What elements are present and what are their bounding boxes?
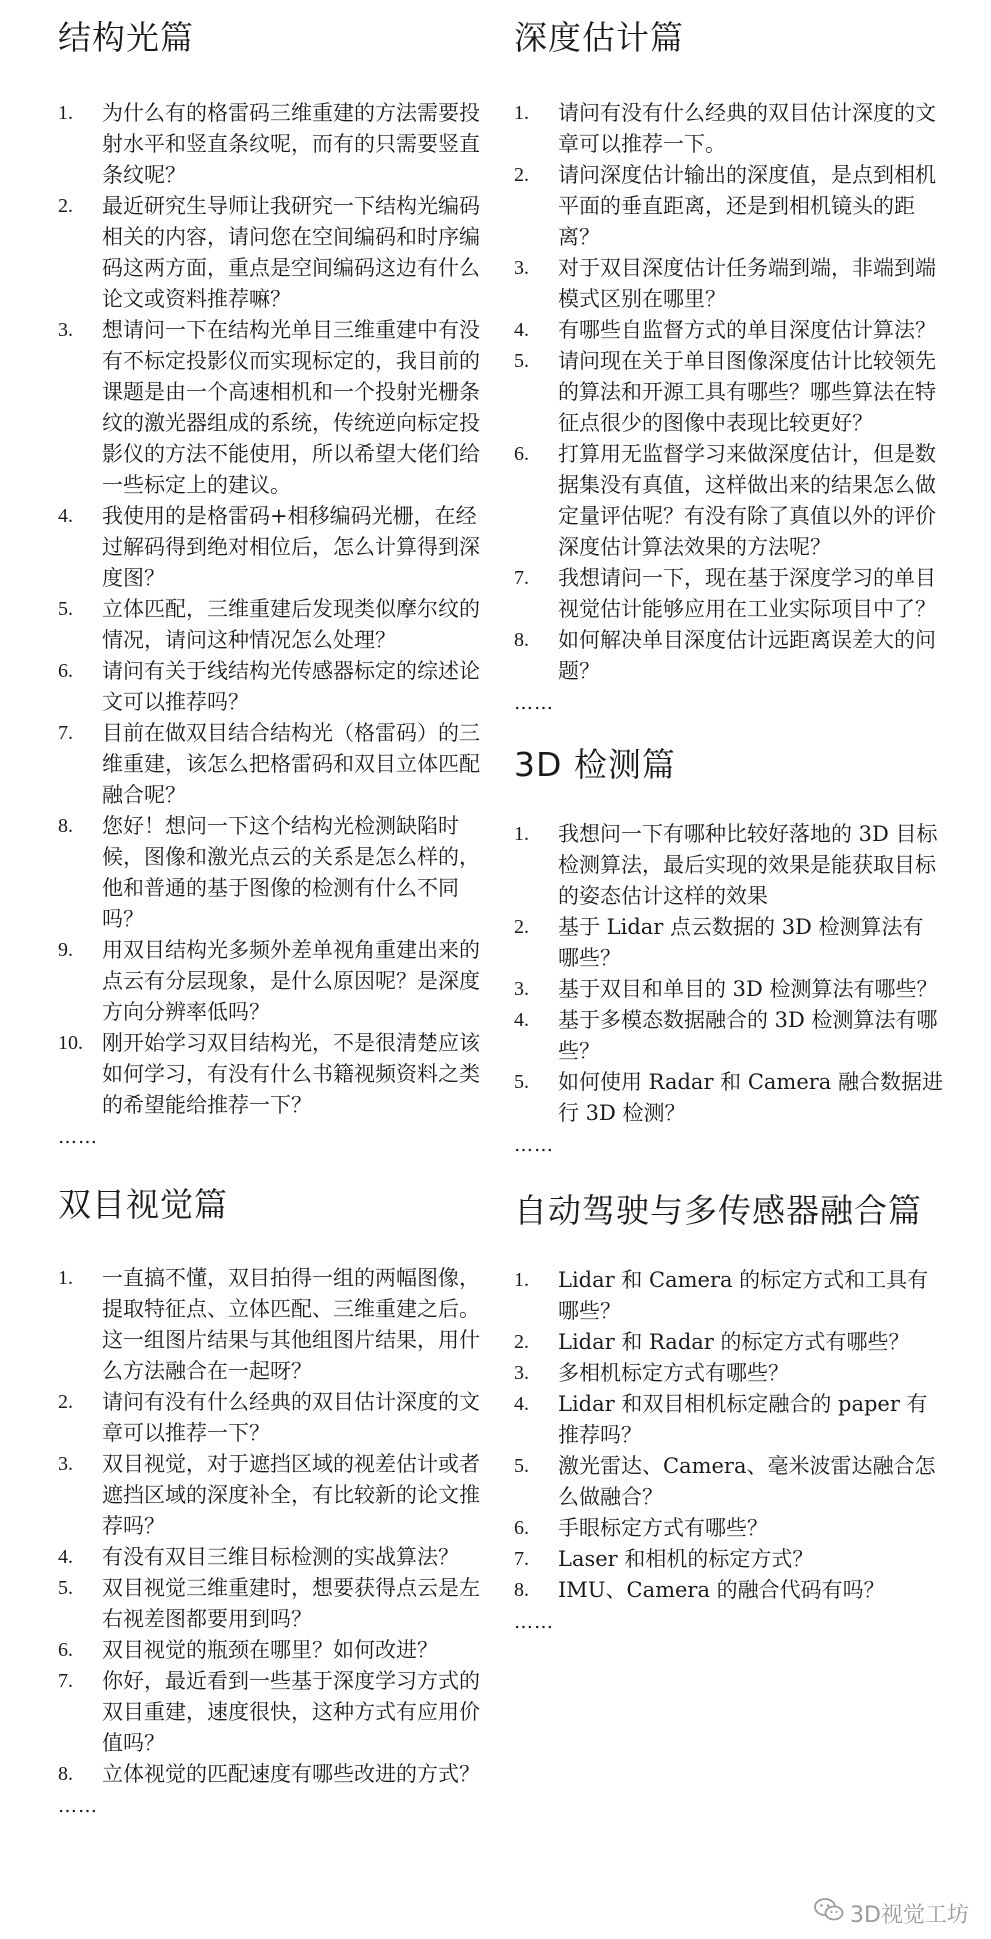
- list-item: [514, 1265, 944, 1327]
- list-item: [514, 1067, 944, 1129]
- item-text: 对于双目深度估计任务端到端，非端到端模式区别在哪里？: [558, 256, 936, 311]
- question-list: [514, 98, 944, 687]
- list-item: [58, 1573, 488, 1635]
- item-text: 打算用无监督学习来做深度估计，但是数据集没有真值，这样做出来的结果怎么做定量评估呢？有没有除了真值以外的评价深度估计算法效果的方法呢？: [558, 442, 936, 559]
- list-item: [58, 1449, 488, 1542]
- item-number: 1.: [58, 1267, 73, 1289]
- section-3d-detection: [514, 745, 944, 1157]
- item-text: 刚开始学习双目结构光，不是很清楚应该如何学习，有没有什么书籍视频资料之类的希望能给推荐一下？: [102, 1031, 480, 1117]
- list-item: [514, 439, 944, 563]
- list-item: [514, 1389, 944, 1451]
- item-text: IMU、Camera 的融合代码有吗？: [558, 1578, 885, 1602]
- item-number: 7.: [58, 722, 73, 744]
- list-item: [58, 1387, 488, 1449]
- item-number: 2.: [514, 164, 529, 186]
- item-text: 想请问一下在结构光单目三维重建中有没有不标定投影仪而实现标定的，我目前的课题是由一个高速相机和一个投射光栅条纹的激光器组成的系统，传统逆向标定投影仪的方法不能使用，所以希望大佬们给一些标定上的建议。: [102, 318, 480, 497]
- section-title: 3D 检测篇: [514, 745, 676, 784]
- ellipsis: ……: [514, 692, 554, 714]
- item-text: 请问有没有什么经典的双目估计深度的文章可以推荐一下？: [102, 1390, 480, 1445]
- list-item: [514, 98, 944, 160]
- section-title: 深度估计篇: [514, 18, 684, 57]
- list-item: [514, 315, 944, 346]
- item-text: 我想问一下有哪种比较好落地的 3D 目标检测算法，最后实现的效果是能获取目标的姿态估计这样的效果: [558, 822, 938, 908]
- item-number: 3.: [514, 1362, 529, 1384]
- ellipsis: ……: [58, 1795, 98, 1817]
- item-text: 用双目结构光多频外差单视角重建出来的点云有分层现象，是什么原因呢？是深度方向分辨率低吗？: [102, 938, 480, 1024]
- item-text: Laser 和相机的标定方式？: [558, 1547, 814, 1571]
- item-number: 2.: [58, 1391, 73, 1413]
- item-number: 6.: [514, 443, 529, 465]
- item-number: 3.: [58, 1453, 73, 1475]
- wechat-icon: [814, 1897, 844, 1929]
- list-item: [514, 1327, 944, 1358]
- item-text: 基于双目和单目的 3D 检测算法有哪些？: [558, 977, 938, 1001]
- section-structured-light: [58, 0, 488, 1149]
- list-item: [58, 718, 488, 811]
- list-item: [58, 935, 488, 1028]
- list-item: [514, 160, 944, 253]
- section-title: 自动驾驶与多传感器融合篇: [514, 1191, 922, 1230]
- item-text: 你好，最近看到一些基于深度学习方式的双目重建，速度很快，这种方式有应用价值吗？: [102, 1669, 480, 1755]
- list-item: [58, 98, 488, 191]
- item-number: 1.: [514, 1269, 529, 1291]
- item-number: 8.: [58, 1763, 73, 1785]
- item-number: 2.: [58, 195, 73, 217]
- item-number: 1.: [514, 102, 529, 124]
- item-text: 基于多模态数据融合的 3D 检测算法有哪些？: [558, 1008, 938, 1063]
- item-text: Lidar 和 Radar 的标定方式有哪些？: [558, 1330, 910, 1354]
- item-number: 4.: [58, 1546, 73, 1568]
- list-item: [58, 1028, 488, 1121]
- item-number: 4.: [514, 319, 529, 341]
- item-text: 如何使用 Radar 和 Camera 融合数据进行 3D 检测？: [558, 1070, 944, 1125]
- watermark-text: 3D视觉工坊: [850, 1902, 969, 1928]
- list-item: [58, 1635, 488, 1666]
- list-item: [58, 1759, 488, 1790]
- list-item: [514, 563, 944, 625]
- item-text: 手眼标定方式有哪些？: [558, 1516, 768, 1540]
- item-text: 目前在做双目结合结构光（格雷码）的三维重建，该怎么把格雷码和双目立体匹配融合呢？: [102, 721, 480, 807]
- item-number: 3.: [514, 257, 529, 279]
- list-item: [514, 1544, 944, 1575]
- question-list: [514, 1265, 944, 1606]
- item-text: 为什么有的格雷码三维重建的方法需要投射水平和竖直条纹呢，而有的只需要竖直条纹呢？: [102, 101, 480, 187]
- ellipsis: ……: [514, 1134, 554, 1156]
- left-column: [58, 0, 488, 1818]
- item-number: 2.: [514, 916, 529, 938]
- list-item: [58, 1666, 488, 1759]
- item-text: 双目视觉的瓶颈在哪里？如何改进？: [102, 1638, 438, 1662]
- item-text: Lidar 和 Camera 的标定方式和工具有哪些？: [558, 1268, 929, 1323]
- list-item: [514, 1005, 944, 1067]
- item-number: 4.: [514, 1393, 529, 1415]
- list-item: [514, 625, 944, 687]
- item-number: 2.: [514, 1331, 529, 1353]
- item-number: 5.: [514, 1455, 529, 1477]
- list-item: [514, 1358, 944, 1389]
- item-number: 7.: [514, 567, 529, 589]
- list-item: [514, 1513, 944, 1544]
- item-number: 3.: [58, 319, 73, 341]
- item-text: Lidar 和双目相机标定融合的 paper 有推荐吗？: [558, 1392, 928, 1447]
- question-list: [58, 1263, 488, 1790]
- item-number: 3.: [514, 978, 529, 1000]
- list-item: [58, 315, 488, 501]
- list-item: [58, 656, 488, 718]
- item-text: 立体视觉的匹配速度有哪些改进的方式？: [102, 1762, 480, 1786]
- ellipsis: ……: [58, 1126, 98, 1148]
- list-item: [58, 1542, 488, 1573]
- item-number: 8.: [514, 629, 529, 651]
- item-number: 9.: [58, 939, 73, 961]
- item-number: 5.: [514, 1071, 529, 1093]
- item-text: 有哪些自监督方式的单目深度估计算法？: [558, 318, 936, 342]
- list-item: [58, 594, 488, 656]
- item-text: 多相机标定方式有哪些？: [558, 1361, 789, 1385]
- item-text: 立体匹配，三维重建后发现类似摩尔纹的情况，请问这种情况怎么处理？: [102, 597, 480, 652]
- watermark: [814, 1897, 969, 1929]
- list-item: [514, 974, 944, 1005]
- item-text: 有没有双目三维目标检测的实战算法？: [102, 1545, 459, 1569]
- item-text: 激光雷达、Camera、毫米波雷达融合怎么做融合？: [558, 1454, 936, 1509]
- list-item: [58, 501, 488, 594]
- item-text: 如何解决单目深度估计远距离误差大的问题？: [558, 628, 936, 683]
- section-autonomous-driving: [514, 1191, 944, 1634]
- list-item: [514, 912, 944, 974]
- section-stereo-vision: [58, 1185, 488, 1818]
- item-number: 6.: [58, 1639, 73, 1661]
- item-number: 6.: [514, 1517, 529, 1539]
- question-list: [514, 819, 944, 1129]
- item-number: 4.: [58, 505, 73, 527]
- item-text: 请问有没有什么经典的双目估计深度的文章可以推荐一下。: [558, 101, 936, 156]
- list-item: [58, 811, 488, 935]
- item-number: 1.: [514, 823, 529, 845]
- item-text: 请问深度估计输出的深度值，是点到相机平面的垂直距离，还是到相机镜头的距离？: [558, 163, 936, 249]
- item-text: 我使用的是格雷码+相移编码光栅，在经过解码得到绝对相位后，怎么计算得到深度图？: [102, 504, 480, 590]
- item-text: 您好！想问一下这个结构光检测缺陷时候，图像和激光点云的关系是怎么样的，他和普通的基于图像的检测有什么不同吗？: [102, 814, 480, 931]
- list-item: [514, 346, 944, 439]
- item-number: 4.: [514, 1009, 529, 1031]
- item-number: 1.: [58, 102, 73, 124]
- item-number: 5.: [58, 1577, 73, 1599]
- list-item: [58, 191, 488, 315]
- section-title: 结构光篇: [58, 18, 194, 57]
- list-item: [514, 819, 944, 912]
- list-item: [514, 1575, 944, 1606]
- item-text: 最近研究生导师让我研究一下结构光编码相关的内容，请问您在空间编码和时序编码这两方面，重点是空间编码这边有什么论文或资料推荐嘛？: [102, 194, 480, 311]
- item-number: 8.: [58, 815, 73, 837]
- item-number: 8.: [514, 1579, 529, 1601]
- item-text: 请问现在关于单目图像深度估计比较领先的算法和开源工具有哪些？哪些算法在特征点很少的图像中表现比较更好？: [558, 349, 936, 435]
- item-number: 5.: [514, 350, 529, 372]
- section-title: 双目视觉篇: [58, 1185, 228, 1224]
- item-text: 双目视觉，对于遮挡区域的视差估计或者遮挡区域的深度补全，有比较新的论文推荐吗？: [102, 1452, 480, 1538]
- item-number: 5.: [58, 598, 73, 620]
- list-item: [514, 253, 944, 315]
- item-text: 基于 Lidar 点云数据的 3D 检测算法有哪些？: [558, 915, 924, 970]
- ellipsis: ……: [514, 1611, 554, 1633]
- question-list: [58, 98, 488, 1121]
- item-number: 10.: [58, 1032, 83, 1054]
- item-text: 双目视觉三维重建时，想要获得点云是左右视差图都要用到吗？: [102, 1576, 480, 1631]
- item-number: 6.: [58, 660, 73, 682]
- list-item: [514, 1451, 944, 1513]
- right-column: [514, 0, 944, 1634]
- item-text: 请问有关于线结构光传感器标定的综述论文可以推荐吗？: [102, 659, 480, 714]
- item-number: 7.: [58, 1670, 73, 1692]
- item-number: 7.: [514, 1548, 529, 1570]
- section-depth-estimation: [514, 0, 944, 715]
- list-item: [58, 1263, 488, 1387]
- item-text: 我想请问一下，现在基于深度学习的单目视觉估计能够应用在工业实际项目中了？: [558, 566, 936, 621]
- item-text: 一直搞不懂，双目拍得一组的两幅图像，提取特征点、立体匹配、三维重建之后。这一组图片结果与其他组图片结果，用什么方法融合在一起呀？: [102, 1266, 480, 1383]
